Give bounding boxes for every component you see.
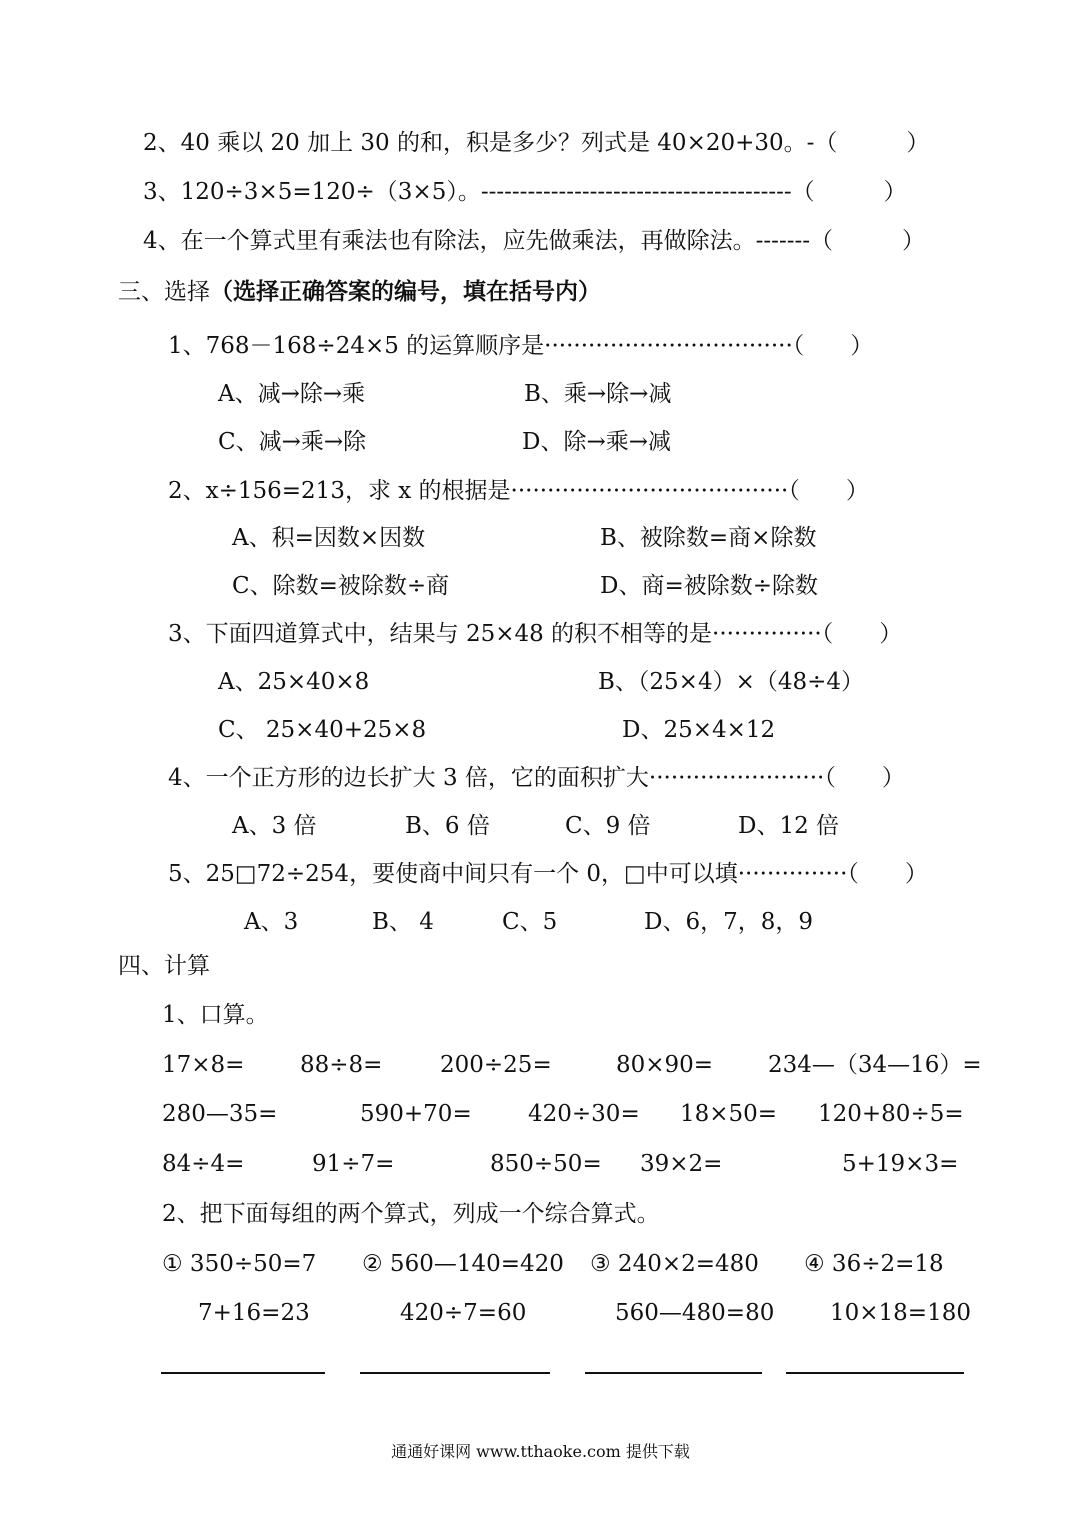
combine-group-4-second: 10×18=180 [830, 1300, 971, 1326]
oral-calc-title: 1、口算。 [162, 1002, 269, 1028]
section-3-heading: 三、选择 [118, 279, 210, 305]
combine-group-3-first: ③ 240×2=480 [590, 1251, 759, 1277]
combine-group-4-first: ④ 36÷2=18 [804, 1251, 944, 1277]
combine-group-2-second: 420÷7=60 [400, 1300, 527, 1326]
choice-question-1: 1、768－168÷24×5 的运算顺序是··································（ ） [168, 333, 874, 359]
page-footer: 通通好课网 www.tthaoke.com 提供下载 [391, 1442, 690, 1461]
oral-calc-item: 280—35= [162, 1101, 278, 1127]
answer-line-1[interactable] [161, 1372, 325, 1374]
answer-line-2[interactable] [360, 1372, 550, 1374]
oral-calc-item: 850÷50= [490, 1151, 602, 1177]
combine-calc-title: 2、把下面每组的两个算式，列成一个综合算式。 [162, 1201, 660, 1227]
q3-option-d: D、25×4×12 [622, 717, 776, 743]
choice-question-3: 3、下面四道算式中，结果与 25×48 的积不相等的是···············（ ） [168, 621, 903, 647]
section-3-instruction: （选择正确答案的编号，填在括号内） [210, 278, 601, 305]
oral-calc-item: 120+80÷5= [818, 1101, 964, 1127]
oral-calc-item: 200÷25= [440, 1052, 552, 1078]
oral-calc-item: 88÷8= [300, 1052, 383, 1078]
choice-question-2: 2、x÷156=213，求 x 的根据是······································（ ） [168, 478, 869, 504]
q5-option-c: C、5 [502, 909, 558, 935]
judgement-item-2: 2、40 乘以 20 加上 30 的和，积是多少？列式是 40×20+30。-（ ） [143, 130, 930, 156]
oral-calc-item: 84÷4= [162, 1151, 245, 1177]
section-4-heading: 四、计算 [118, 953, 210, 979]
choice-question-5: 5、25□72÷254，要使商中间只有一个 0，□中可以填···············（ ） [168, 861, 928, 887]
q1-option-c: C、减→乘→除 [218, 429, 367, 455]
q2-option-c: C、除数=被除数÷商 [232, 573, 450, 599]
oral-calc-item: 17×8= [162, 1052, 245, 1078]
oral-calc-item: 39×2= [640, 1151, 723, 1177]
q2-option-a: A、积=因数×因数 [232, 525, 426, 551]
q2-option-d: D、商=被除数÷除数 [600, 573, 818, 599]
oral-calc-item: 91÷7= [312, 1151, 395, 1177]
judgement-item-4: 4、在一个算式里有乘法也有除法，应先做乘法，再做除法。-------（ ） [143, 228, 926, 254]
q3-option-c: C、 25×40+25×8 [218, 717, 427, 743]
q5-option-d: D、6，7，8，9 [644, 909, 813, 935]
q5-option-a: A、3 [244, 909, 299, 935]
section-3-heading-row [118, 277, 601, 307]
combine-group-3-second: 560—480=80 [615, 1300, 775, 1326]
q1-option-d: D、除→乘→减 [522, 429, 671, 455]
q4-option-b: B、6 倍 [405, 813, 490, 839]
q3-option-a: A、25×40×8 [218, 669, 370, 695]
oral-calc-item: 18×50= [680, 1101, 778, 1127]
oral-calc-item: 234—（34—16）= [768, 1052, 982, 1078]
oral-calc-item: 80×90= [616, 1052, 714, 1078]
oral-calc-item: 5+19×3= [842, 1151, 959, 1177]
answer-line-4[interactable] [786, 1372, 964, 1374]
combine-group-2-first: ② 560—140=420 [362, 1251, 564, 1277]
combine-group-1-first: ① 350÷50=7 [162, 1251, 317, 1277]
oral-calc-item: 590+70= [360, 1101, 472, 1127]
q4-option-c: C、9 倍 [565, 813, 651, 839]
judgement-item-3: 3、120÷3×5=120÷（3×5）。----------------------------------------（ ） [143, 179, 907, 205]
q2-option-b: B、被除数=商×除数 [600, 525, 817, 551]
q4-option-a: A、3 倍 [232, 813, 317, 839]
oral-calc-item: 420÷30= [528, 1101, 640, 1127]
q1-option-b: B、乘→除→减 [524, 381, 672, 407]
q5-option-b: B、 4 [372, 909, 434, 935]
q4-option-d: D、12 倍 [738, 813, 840, 839]
choice-question-4: 4、一个正方形的边长扩大 3 倍，它的面积扩大························（ ） [168, 765, 905, 791]
combine-group-1-second: 7+16=23 [198, 1300, 310, 1326]
answer-line-3[interactable] [585, 1372, 762, 1374]
q1-option-a: A、减→除→乘 [218, 381, 366, 407]
q3-option-b: B、（25×4）×（48÷4） [598, 669, 865, 695]
